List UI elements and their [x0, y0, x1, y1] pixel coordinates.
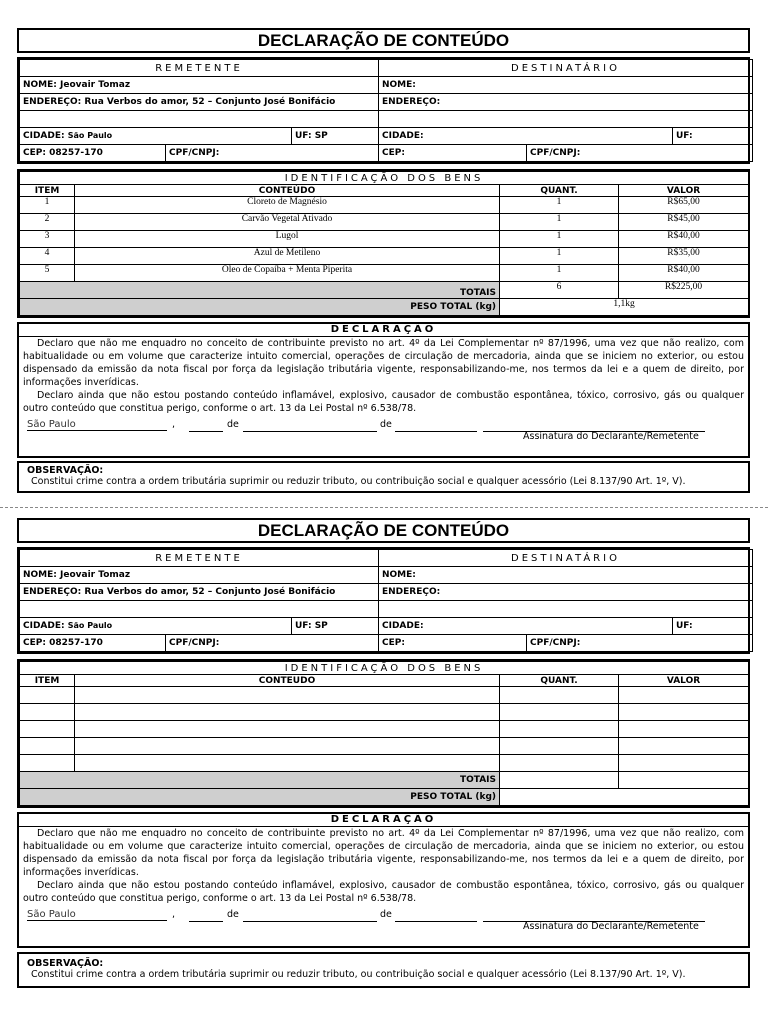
sig-day-field[interactable]	[189, 909, 223, 922]
cidade-value: São Paulo	[67, 131, 113, 140]
item-conteudo: Lugol	[75, 231, 500, 248]
item-number: 3	[20, 231, 75, 248]
item-conteudo: Óleo de Copaíba + Menta Piperita	[75, 265, 500, 282]
table-row[interactable]	[20, 704, 749, 721]
destinatario-uf[interactable]: UF:	[673, 128, 753, 145]
remetente-uf[interactable]: UF: SP	[292, 128, 379, 145]
col-conteudo: CONTEÚDO	[75, 185, 500, 197]
item-number[interactable]	[20, 721, 75, 738]
bens-section	[17, 659, 750, 808]
destinatario-cidade[interactable]: CIDADE:	[379, 128, 673, 145]
item-conteudo[interactable]	[75, 704, 500, 721]
item-conteudo[interactable]	[75, 721, 500, 738]
item-valor[interactable]	[619, 687, 749, 704]
item-quant: 1	[500, 248, 619, 265]
item-conteudo: Cloreto de Magnésio	[75, 197, 500, 214]
sig-city: São Paulo	[27, 419, 76, 430]
destinatario-cep[interactable]: CEP:	[379, 635, 527, 652]
cut-line	[0, 507, 768, 508]
sig-de-2: de	[380, 419, 392, 430]
destinatario-header: DESTINATÁRIO	[379, 60, 753, 77]
bens-section	[17, 169, 750, 318]
sig-city-field[interactable]	[27, 909, 167, 921]
peso-value[interactable]: 1,1kg	[500, 299, 749, 316]
col-conteudo: CONTEUDO	[75, 675, 500, 687]
sig-year-field[interactable]	[395, 419, 477, 432]
item-number[interactable]	[20, 755, 75, 772]
item-quant: 1	[500, 197, 619, 214]
item-valor[interactable]	[619, 704, 749, 721]
item-conteudo[interactable]	[75, 738, 500, 755]
item-valor[interactable]	[619, 721, 749, 738]
table-row[interactable]	[20, 214, 749, 231]
col-item: ITEM	[20, 675, 75, 687]
table-row[interactable]	[20, 687, 749, 704]
sig-comma: ,	[172, 419, 176, 430]
destinatario-uf[interactable]: UF:	[673, 618, 753, 635]
item-number[interactable]	[20, 704, 75, 721]
sig-month-field[interactable]	[243, 909, 377, 922]
sig-month-field[interactable]	[243, 419, 377, 432]
col-item: ITEM	[20, 185, 75, 197]
table-row[interactable]	[20, 197, 749, 214]
remetente-header: REMETENTE	[20, 550, 379, 567]
destinatario-header: DESTINATÁRIO	[379, 550, 753, 567]
destinatario-endereco[interactable]: ENDEREÇO:	[379, 94, 753, 111]
declaracao-header: DECLARAÇÃO	[19, 814, 748, 827]
signature-line	[19, 415, 748, 445]
signature-line	[19, 905, 748, 935]
table-row[interactable]	[20, 231, 749, 248]
declaracao-section	[17, 812, 750, 948]
address-section	[17, 547, 750, 654]
table-row[interactable]	[20, 738, 749, 755]
sig-day-field[interactable]	[189, 419, 223, 432]
item-quant: 1	[500, 265, 619, 282]
address-section	[17, 57, 750, 164]
item-quant: 1	[500, 231, 619, 248]
declaracao-section	[17, 322, 750, 458]
item-number: 4	[20, 248, 75, 265]
item-conteudo: Azul de Metileno	[75, 248, 500, 265]
totais-quant[interactable]	[500, 772, 619, 789]
destinatario-endereco[interactable]: ENDEREÇO:	[379, 584, 753, 601]
item-quant[interactable]	[500, 704, 619, 721]
totais-label: TOTAIS	[20, 282, 500, 299]
item-number[interactable]	[20, 738, 75, 755]
observacao-text: Constitui crime contra a ordem tributária suprimir ou reduzir tributo, ou contribuição social e qualquer acessório (Lei 8.137/90 Art. 1º, V).	[31, 969, 686, 980]
remetente-endereco-2[interactable]	[20, 601, 379, 618]
declaracao-paragraph-2: Declaro ainda que não estou postando conteúdo inflamável, explosivo, causador de combustão espontânea, tóxico, corrosivo, gás ou qualquer outro conteúdo que constitua perigo, conforme o art. 13 da Lei Postal nº 6.538/78.	[23, 880, 744, 904]
item-quant: 1	[500, 214, 619, 231]
item-valor: R$40,00	[619, 231, 749, 248]
item-quant[interactable]	[500, 738, 619, 755]
table-row[interactable]	[20, 265, 749, 282]
item-valor: R$40,00	[619, 265, 749, 282]
sig-comma: ,	[172, 909, 176, 920]
item-quant[interactable]	[500, 755, 619, 772]
col-quant: QUANT.	[500, 185, 619, 197]
totais-label: TOTAIS	[20, 772, 500, 789]
remetente-endereco-2[interactable]	[20, 111, 379, 128]
remetente-nome[interactable]: NOME: Jeovair Tomaz	[20, 567, 379, 584]
item-number: 1	[20, 197, 75, 214]
remetente-cpf[interactable]: CPF/CNPJ:	[166, 145, 379, 162]
item-valor: R$35,00	[619, 248, 749, 265]
peso-label: PESO TOTAL (kg)	[20, 789, 500, 806]
remetente-endereco[interactable]: ENDEREÇO: Rua Verbos do amor, 52 – Conjunto José Bonifácio	[20, 94, 379, 111]
sig-city-field[interactable]	[27, 419, 167, 431]
item-number[interactable]	[20, 687, 75, 704]
item-quant[interactable]	[500, 721, 619, 738]
totais-valor[interactable]: R$225,00	[619, 282, 749, 299]
cidade-label: CIDADE:	[23, 131, 65, 141]
declaracao-paragraph-2: Declaro ainda que não estou postando conteúdo inflamável, explosivo, causador de combustão espontânea, tóxico, corrosivo, gás ou qualquer outro conteúdo que constitua perigo, conforme o art. 13 da Lei Postal nº 6.538/78.	[23, 390, 744, 414]
sig-de-1: de	[227, 909, 239, 920]
declaracao-paragraph-1: Declaro que não me enquadro no conceito de contribuinte previsto no art. 4º da Lei Complementar nº 87/1996, uma vez que não realizo, com habitualidade ou em volume que caracterize intuito comercial, operações de circulação de mercadoria, ainda que se iniciem no exterior, ou estou dispensado da emissão da nota fiscal por força da legislação tributária vigente, responsabilizando-me, nos termos da lei e a quem de direito, por informações inverídicas.	[23, 828, 744, 878]
col-valor: VALOR	[619, 185, 749, 197]
item-conteudo: Carvão Vegetal Ativado	[75, 214, 500, 231]
destinatario-endereco-2[interactable]	[379, 111, 753, 128]
form-title: DECLARAÇÃO DE CONTEÚDO	[17, 518, 750, 543]
remetente-header: REMETENTE	[20, 60, 379, 77]
item-quant[interactable]	[500, 687, 619, 704]
col-valor: VALOR	[619, 675, 749, 687]
destinatario-nome[interactable]: NOME:	[379, 567, 753, 584]
sig-de-2: de	[380, 909, 392, 920]
item-valor: R$45,00	[619, 214, 749, 231]
observacao-label: OBSERVAÇÃO:	[27, 465, 104, 476]
observacao-label: OBSERVAÇÃO:	[27, 958, 104, 969]
totais-quant[interactable]: 6	[500, 282, 619, 299]
remetente-cpf[interactable]: CPF/CNPJ:	[166, 635, 379, 652]
item-valor[interactable]	[619, 755, 749, 772]
observacao-section	[17, 461, 750, 493]
remetente-endereco[interactable]: ENDEREÇO: Rua Verbos do amor, 52 – Conjunto José Bonifácio	[20, 584, 379, 601]
remetente-cidade[interactable]	[20, 618, 292, 635]
peso-label: PESO TOTAL (kg)	[20, 299, 500, 316]
cidade-label: CIDADE:	[23, 621, 65, 631]
table-row[interactable]	[20, 721, 749, 738]
declaracao-header: DECLARAÇÃO	[19, 324, 748, 337]
form-title: DECLARAÇÃO DE CONTEÚDO	[17, 28, 750, 53]
remetente-uf[interactable]: UF: SP	[292, 618, 379, 635]
destinatario-cpf[interactable]: CPF/CNPJ:	[527, 635, 753, 652]
signature-caption: Assinatura do Declarante/Remetente	[523, 431, 699, 442]
destinatario-endereco-2[interactable]	[379, 601, 753, 618]
item-number: 5	[20, 265, 75, 282]
destinatario-cpf[interactable]: CPF/CNPJ:	[527, 145, 753, 162]
remetente-cep[interactable]: CEP: 08257-170	[20, 145, 166, 162]
sig-city: São Paulo	[27, 909, 76, 920]
table-row[interactable]	[20, 755, 749, 772]
bens-header: IDENTIFICAÇÃO DOS BENS	[20, 662, 749, 675]
observacao-text: Constitui crime contra a ordem tributária suprimir ou reduzir tributo, ou contribuição social e qualquer acessório (Lei 8.137/90 Art. 1º, V).	[31, 476, 686, 487]
destinatario-cep[interactable]: CEP:	[379, 145, 527, 162]
item-number: 2	[20, 214, 75, 231]
sig-year-field[interactable]	[395, 909, 477, 922]
remetente-cidade[interactable]	[20, 128, 292, 145]
item-valor: R$65,00	[619, 197, 749, 214]
sig-de-1: de	[227, 419, 239, 430]
cidade-value: São Paulo	[67, 621, 113, 630]
remetente-cep[interactable]: CEP: 08257-170	[20, 635, 166, 652]
item-valor[interactable]	[619, 738, 749, 755]
destinatario-cidade[interactable]: CIDADE:	[379, 618, 673, 635]
bens-header: IDENTIFICAÇÃO DOS BENS	[20, 172, 749, 185]
item-conteudo[interactable]	[75, 687, 500, 704]
col-quant: QUANT.	[500, 675, 619, 687]
peso-value[interactable]	[500, 789, 749, 806]
declaracao-paragraph-1: Declaro que não me enquadro no conceito de contribuinte previsto no art. 4º da Lei Complementar nº 87/1996, uma vez que não realizo, com habitualidade ou em volume que caracterize intuito comercial, operações de circulação de mercadoria, ainda que se iniciem no exterior, ou estou dispensado da emissão da nota fiscal por força da legislação tributária vigente, responsabilizando-me, nos termos da lei e a quem de direito, por informações inverídicas.	[23, 338, 744, 388]
remetente-nome[interactable]: NOME: Jeovair Tomaz	[20, 77, 379, 94]
item-conteudo[interactable]	[75, 755, 500, 772]
observacao-section	[17, 952, 750, 988]
destinatario-nome[interactable]: NOME:	[379, 77, 753, 94]
table-row[interactable]	[20, 248, 749, 265]
totais-valor[interactable]	[619, 772, 749, 789]
signature-caption: Assinatura do Declarante/Remetente	[523, 921, 699, 932]
